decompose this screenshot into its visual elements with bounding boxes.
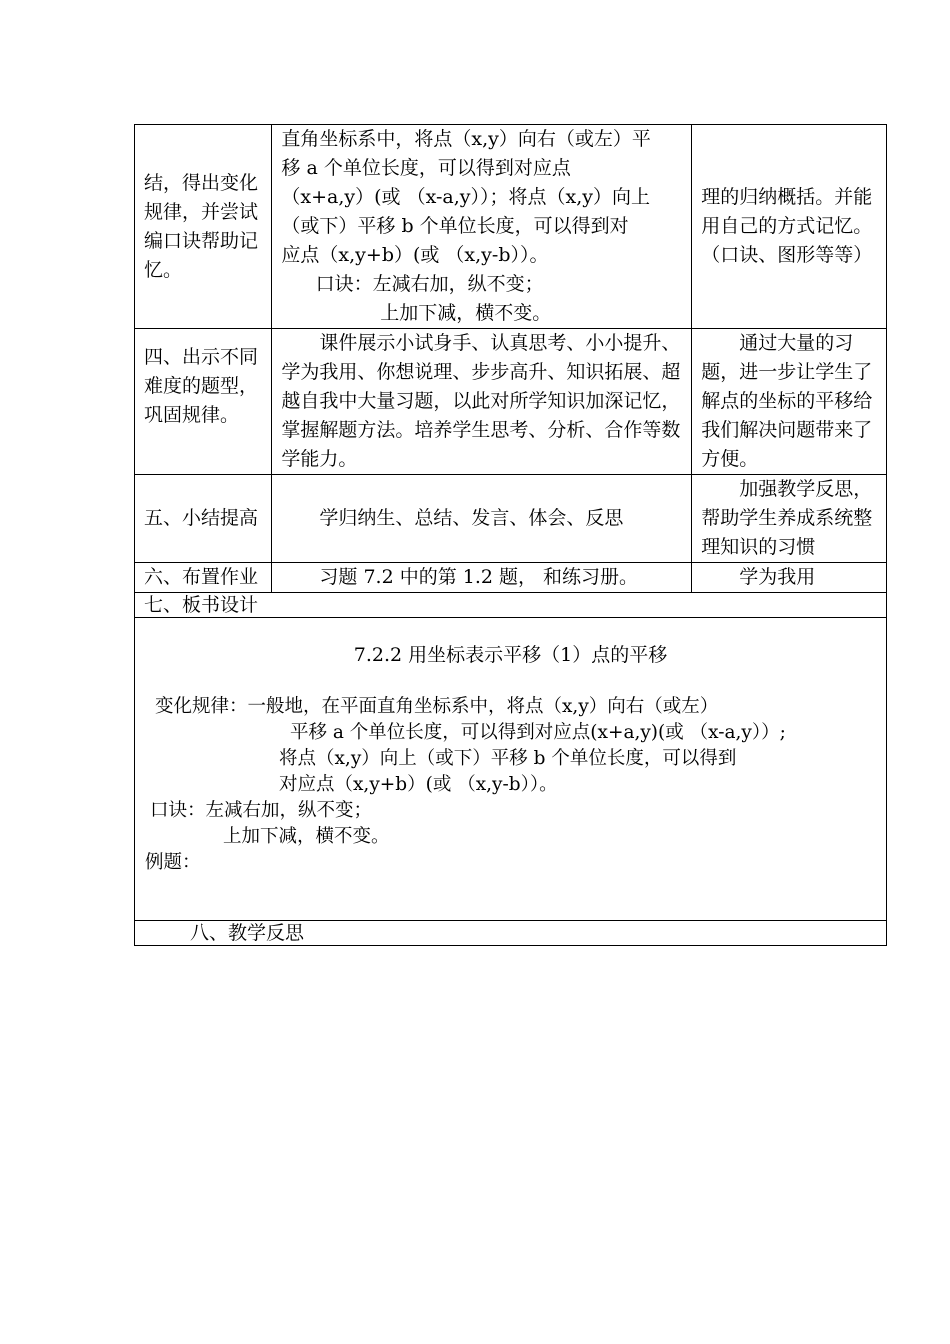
board-rule-line: 平移 a 个单位长度，可以得到对应点(x+a,y)(或 （x-a,y））; (290, 722, 786, 743)
table-row (135, 618, 887, 921)
step-cell: 五、小结提高 (135, 475, 272, 563)
board-rule-line: 变化规律：一般地，在平面直角坐标系中，将点（x,y）向右（或左） (155, 696, 719, 717)
step-cell: 六、布置作业 (135, 563, 272, 593)
board-rhyme-line: 口诀：左减右加，纵不变； (150, 800, 373, 821)
content-cell: 学归纳生、总结、发言、体会、反思 (272, 475, 692, 563)
table-row (135, 563, 887, 593)
content-line: 应点（x,y+b）(或 （x,y-b））。 (281, 244, 549, 266)
intent-cell: 理的归纳概括。并能用自己的方式记忆。（口诀、图形等等） (692, 125, 887, 329)
content-cell: 习题 7.2 中的第 1.2 题， 和练习册。 (272, 563, 692, 593)
intent-cell: 加强教学反思，帮助学生养成系统整理知识的习惯 (692, 475, 887, 563)
rhyme-line: 口诀：左减右加，纵不变； (315, 273, 544, 295)
board-example-label: 例题： (145, 852, 201, 873)
board-rule-line: 对应点（x,y+b）(或 （x,y-b））。 (279, 774, 558, 795)
content-line: 直角坐标系中，将点（x,y）向右（或左）平 (281, 128, 651, 150)
content-cell: 课件展示小试身手、认真思考、小小提升、学为我用、你想说理、步步高升、知识拓展、超越自我中大量习题，以此对所学知识加深记忆，掌握解题方法。培养学生思考、分析、合作等数学能力。 (272, 329, 692, 475)
table-row (135, 329, 887, 475)
board-rhyme-line: 上加下减，横不变。 (223, 826, 390, 847)
content-line: （x+a,y）(或 （x-a,y））；将点（x,y）向上 (281, 186, 650, 208)
intent-cell: 学为我用 (692, 563, 887, 593)
content-line: 移 a 个单位长度，可以得到对应点 (281, 157, 571, 179)
step-cell: 结，得出变化规律，并尝试编口诀帮助记忆。 (135, 125, 272, 329)
board-rule-line: 将点（x,y）向上（或下）平移 b 个单位长度，可以得到 (279, 748, 737, 769)
table-row (135, 125, 887, 329)
board-design-cell (135, 618, 887, 921)
rhyme-line: 上加下减，横不变。 (380, 302, 552, 324)
intent-cell: 通过大量的习题，进一步让学生了解点的坐标的平移给我们解决问题带来了方便。 (692, 329, 887, 475)
lesson-plan-table (134, 124, 887, 946)
content-line: （或下）平移 b 个单位长度，可以得到对 (281, 215, 629, 237)
step-cell: 四、出示不同难度的题型，巩固规律。 (135, 329, 272, 475)
board-title: 7.2.2 用坐标表示平移（1）点的平移 (353, 644, 668, 666)
board-heading: 七、板书设计 (135, 593, 887, 618)
content-cell (272, 125, 692, 329)
table-row (135, 921, 887, 946)
table-row (135, 475, 887, 563)
reflection-heading: 八、教学反思 (135, 921, 887, 946)
table-row (135, 593, 887, 618)
